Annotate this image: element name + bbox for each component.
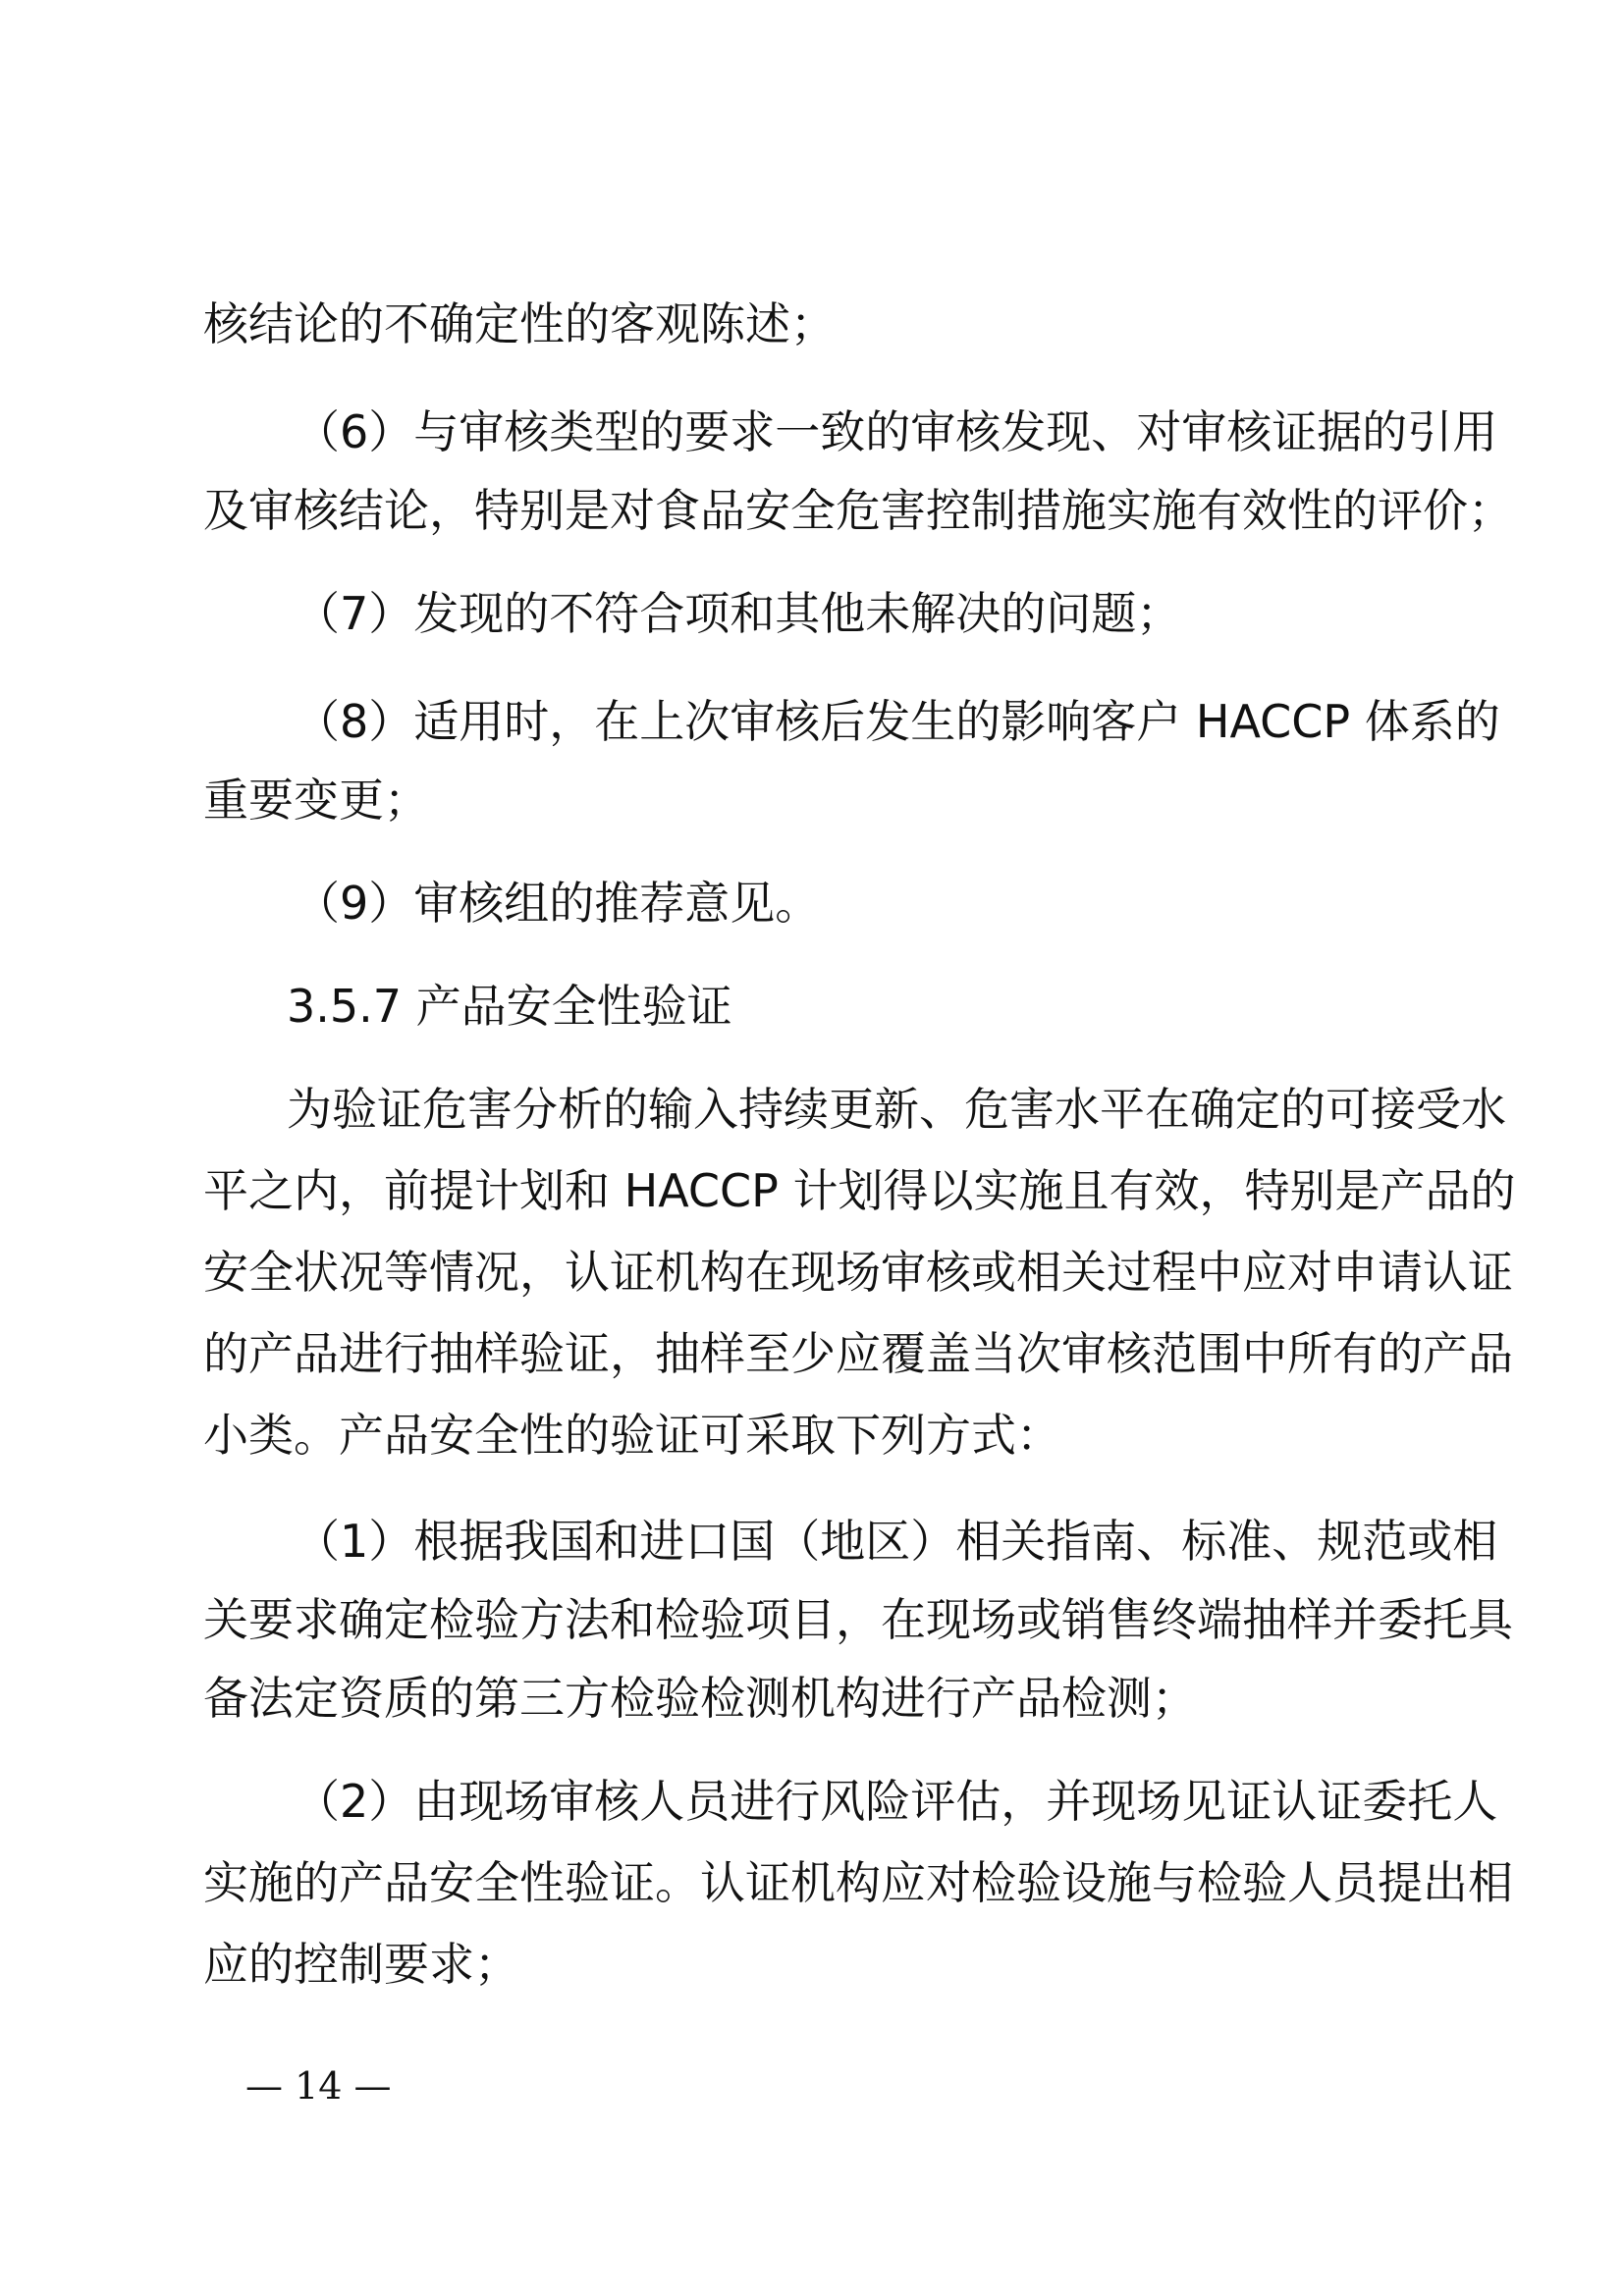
paragraph-line: 为验证危害分析的输入持续更新、危害水平在确定的可接受水 [287, 1083, 1506, 1136]
section-heading: 3.5.7 产品安全性验证 [287, 980, 732, 1033]
list-item-1-line-2: 关要求确定检验方法和检验项目，在现场或销售终端抽样并委托具 [203, 1593, 1513, 1646]
list-item-9: （9）审核组的推荐意见。 [295, 877, 821, 930]
page-number: — 14 — [245, 2064, 392, 2108]
list-item-8-line-2: 重要变更； [203, 774, 429, 827]
list-item-2-line-2: 实施的产品安全性验证。认证机构应对检验设施与检验人员提出相 [203, 1856, 1513, 1909]
list-item-8-line-1: （8）适用时，在上次审核后发生的影响客户 HACCP 体系的 [295, 695, 1500, 748]
paragraph-line: 的产品进行抽样验证，抽样至少应覆盖当次审核范围中所有的产品 [203, 1327, 1513, 1380]
list-item-6-line-2: 及审核结论，特别是对食品安全危害控制措施实施有效性的评价； [203, 484, 1513, 537]
list-item-6-line-1: （6）与审核类型的要求一致的审核发现、对审核证据的引用 [295, 405, 1498, 458]
list-item-1-line-3: 备法定资质的第三方检验检测机构进行产品检测； [203, 1672, 1197, 1725]
list-item-2-line-3: 应的控制要求； [203, 1938, 519, 1991]
list-item-2-line-1: （2）由现场审核人员进行风险评估，并现场见证认证委托人 [295, 1775, 1498, 1828]
paragraph-line: 平之内，前提计划和 HACCP 计划得以实施且有效，特别是产品的 [203, 1164, 1516, 1217]
list-item-1-line-1: （1）根据我国和进口国（地区）相关指南、标准、规范或相 [295, 1515, 1498, 1568]
paragraph-line: 安全状况等情况，认证机构在现场审核或相关过程中应对申请认证 [203, 1246, 1513, 1299]
paragraph-line: 小类。产品安全性的验证可采取下列方式： [203, 1409, 1061, 1462]
paragraph-line: 核结论的不确定性的客观陈述； [203, 297, 836, 350]
list-item-7: （7）发现的不符合项和其他未解决的问题； [295, 587, 1182, 640]
